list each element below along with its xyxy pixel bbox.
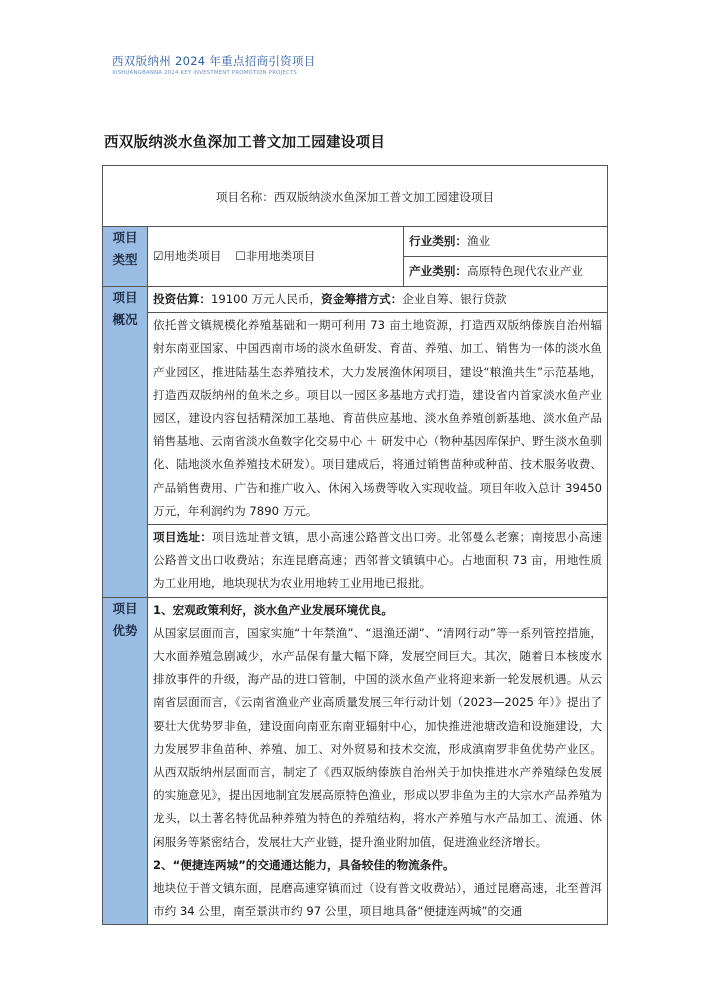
non-land-use-checkbox[interactable]: ☐非用地类项目 [235,248,316,263]
project-type-options [148,227,404,287]
project-table [102,165,608,925]
industry-category: 行业类别：渔业 [404,227,608,257]
advantage-heading-1: 1、宏观政策利好，淡水鱼产业发展环境优良。 [153,602,393,617]
investment-row: 投资估算：19100 万元人民币，资金筹措方式：企业自筹、银行贷款 [148,287,608,313]
project-advantage [148,597,608,925]
header-subtitle: XISHUANGBANNA 2024 KEY INVESTMENT PROMOTION PROJECTS [112,70,298,76]
sector-category: 产业类别：高原特色现代农业产业 [404,257,608,287]
advantage-paragraph-1: 从国家层面而言，国家实施“十年禁渔”、“退渔还湖”、“清网行动”等一系列管控措施，大水面养殖急剧减少，水产品保有量大幅下降，发展空间巨大。其次，随着日本核废水排放事件的升级，海产品的进口管制，中国的淡水鱼产业将迎来新一轮发展机遇。从云南省层面而言，《云南省渔业产业高质量发展三年行动计划（2023—2025 年）》提出了要壮大优势罗非鱼，建设面向南亚东南亚辐射中心，加快推进池塘改造和设施建设，大力发展罗非鱼苗种、养殖、加工、对外贸易和技术交流，形成滇南罗非鱼优势产业区。从西双版纳州层面而言，制定了《西双版纳傣族自治州关于加快推进水产养殖绿色发展的实施意见》，提出因地制宜发展高原特色渔业，形成以罗非鱼为主的大宗水产品养殖为龙头，以土著名特优品种养殖为特色的养殖结构，将水产养殖与水产品加工、流通、休闲服务等紧密结合，发展壮大产业链，提升渔业附加值，促进渔业经济增长。 [153,625,602,849]
project-name: 项目名称：西双版纳淡水鱼深加工普文加工园建设项目 [215,190,495,204]
advantage-heading-2: 2、“便捷连两城”的交通通达能力，具备较佳的物流条件。 [153,857,455,872]
project-name-cell [103,166,608,227]
project-overview-label: 项目概况 [103,287,148,598]
project-type-label: 项目类型 [103,227,148,287]
land-use-checkbox[interactable]: ☑用地类项目 [153,248,222,263]
document-title: 西双版纳淡水鱼深加工普文加工园建设项目 [104,135,386,151]
advantage-paragraph-2: 地块位于普文镇东面，昆磨高速穿镇而过（设有普文收费站），通过昆磨高速，北至普洱市约 34 公里，南至景洪市约 97 公里，项目地具备“便捷连两城”的交通 [153,881,602,919]
project-site: 项目选址：项目选址普文镇，思小高速公路普文出口旁。北邻曼么老寨；南接思小高速公路普文出口收费站；东连昆磨高速；西邻普文镇镇中心。占地面积 73 亩，用地性质为工业用地，地块现状为农业用地转工业用地已报批。 [148,525,608,598]
project-description: 依托普文镇规模化养殖基础和一期可利用 73 亩土地资源，打造西双版纳傣族自治州辐射东南亚国家、中国西南市场的淡水鱼研发、育苗、养殖、加工、销售为一体的淡水鱼产业园区，推进陆基生态养殖技术，大力发展渔休闲项目，建设“粮渔共生”示范基地，打造西双版纳州的鱼米之乡。项目以一园区多基地方式打造，建设省内首家淡水鱼产业园区，建设内容包括精深加工基地、育苗供应基地、淡水鱼养殖创新基地、淡水鱼产品销售基地、云南省淡水鱼数字化交易中心 ＋ 研发中心（物种基因库保护、野生淡水鱼驯化、陆地淡水鱼养殖技术研发）。项目建成后，将通过销售苗种或种苗、技术服务收费、产品销售费用、广告和推广收入、休闲入场费等收入实现收益。项目年收入总计 39450 万元，年利润约为 7890 万元。 [148,313,608,525]
header-title: 西双版纳州 2024 年重点招商引资项目 [112,54,316,68]
project-advantage-label: 项目优势 [103,597,148,925]
